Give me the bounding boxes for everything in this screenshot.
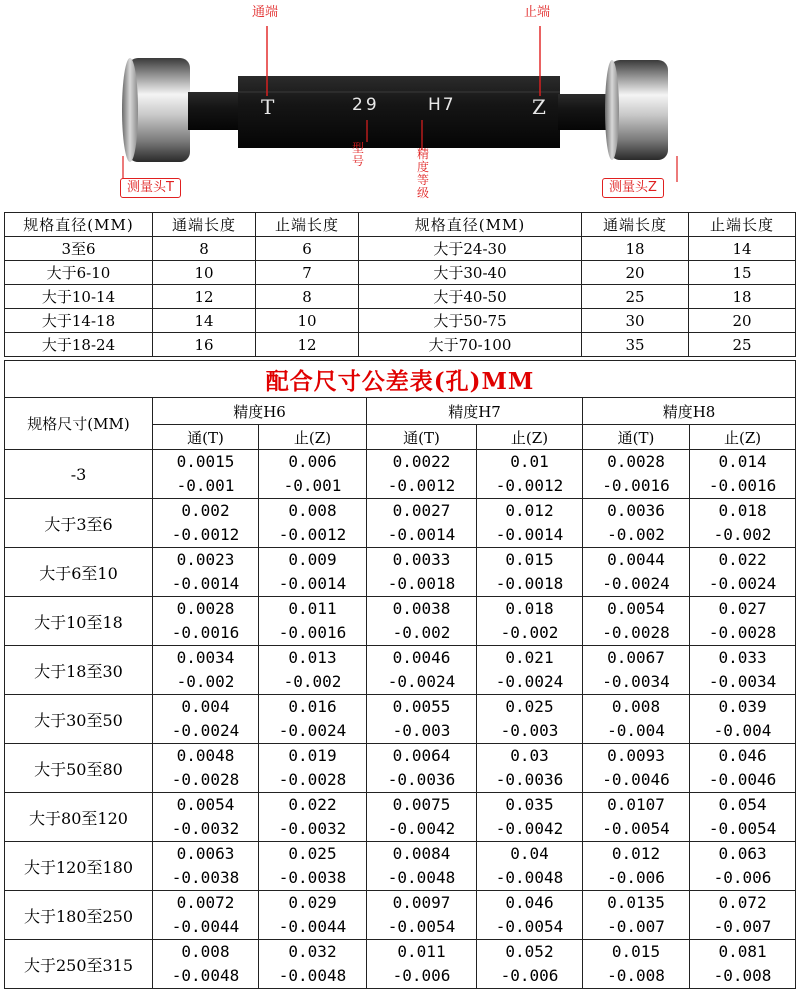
spec-diameter-cell: 大于50-75	[359, 309, 582, 333]
go-tolerance-cell	[583, 891, 690, 940]
gauge-mark-z: Z	[532, 95, 546, 119]
upper-deviation: 0.0044	[607, 550, 665, 569]
tolerance-row	[5, 695, 796, 744]
upper-deviation: 0.021	[505, 648, 554, 667]
head-t-label: 测量头T	[120, 178, 181, 198]
spec-diameter-cell: 大于10-14	[5, 285, 153, 309]
lower-deviation: -0.0016	[602, 476, 670, 495]
upper-deviation: 0.063	[718, 844, 767, 863]
lower-deviation: -0.006	[713, 868, 772, 887]
size-range-cell: 大于80至120	[5, 793, 153, 842]
go-length-cell: 18	[582, 237, 689, 261]
go-tolerance-cell	[367, 450, 477, 499]
lower-deviation: -0.0024	[708, 574, 777, 593]
nogo-tolerance-cell	[690, 744, 796, 793]
go-tolerance-cell	[153, 548, 259, 597]
lower-deviation: -0.003	[500, 721, 559, 740]
lower-deviation: -0.0016	[708, 476, 777, 495]
lower-deviation: -0.0028	[278, 770, 347, 789]
lower-deviation: -0.0012	[495, 476, 564, 495]
lower-deviation: -0.0054	[495, 917, 564, 936]
tolerance-title: 配合尺寸公差表(孔)MM	[5, 361, 796, 398]
nogo-tolerance-cell	[259, 744, 367, 793]
nogo-tolerance-cell	[259, 842, 367, 891]
grade-header-row	[5, 398, 796, 425]
header-spec-diameter: 规格直径(MM)	[359, 213, 582, 237]
lower-deviation: -0.0012	[278, 525, 347, 544]
upper-deviation: 0.0072	[176, 893, 235, 912]
upper-deviation: 0.032	[288, 942, 337, 961]
grade-callout: 精度等级	[416, 147, 429, 200]
upper-deviation: 0.016	[288, 697, 337, 716]
go-tolerance-cell	[367, 891, 477, 940]
nogo-tolerance-cell	[477, 940, 583, 989]
upper-deviation: 0.008	[288, 501, 337, 520]
upper-deviation: 0.046	[718, 746, 767, 765]
upper-deviation: 0.0064	[392, 746, 451, 765]
grade-h6-header: 精度H6	[153, 398, 367, 425]
nogo-length-cell: 6	[256, 237, 359, 261]
lower-deviation: -0.0028	[171, 770, 240, 789]
upper-deviation: 0.0067	[607, 648, 665, 667]
nogo-header: 止(Z)	[477, 425, 583, 450]
spec-diameter-cell: 大于14-18	[5, 309, 153, 333]
nogo-length-cell: 10	[256, 309, 359, 333]
size-range-cell: 大于10至18	[5, 597, 153, 646]
upper-deviation: 0.054	[718, 795, 767, 814]
upper-deviation: 0.0107	[607, 795, 665, 814]
go-tolerance-cell	[583, 548, 690, 597]
upper-deviation: 0.018	[718, 501, 767, 520]
size-range-cell: 大于250至315	[5, 940, 153, 989]
upper-deviation: 0.013	[288, 648, 337, 667]
upper-deviation: 0.0023	[176, 550, 235, 569]
tolerance-row	[5, 891, 796, 940]
tolerance-row	[5, 940, 796, 989]
nogo-tolerance-cell	[690, 891, 796, 940]
go-tolerance-cell	[153, 646, 259, 695]
header-nogo-length: 止端长度	[256, 213, 359, 237]
nogo-length-cell: 25	[689, 333, 796, 357]
go-tolerance-cell	[583, 695, 690, 744]
upper-deviation: 0.0075	[392, 795, 451, 814]
lower-deviation: -0.002	[713, 525, 772, 544]
go-header: 通(T)	[583, 425, 690, 450]
spec-diameter-cell: 大于40-50	[359, 285, 582, 309]
spec-diameter-cell: 大于70-100	[359, 333, 582, 357]
upper-deviation: 0.081	[718, 942, 767, 961]
upper-deviation: 0.012	[611, 844, 661, 863]
lower-deviation: -0.002	[607, 525, 665, 544]
gauge-mark-t: T	[261, 95, 275, 119]
head-z-label: 测量头Z	[602, 178, 664, 198]
go-tolerance-cell	[153, 940, 259, 989]
upper-deviation: 0.0054	[607, 599, 665, 618]
upper-deviation: 0.0084	[392, 844, 451, 863]
size-range-cell: 大于6至10	[5, 548, 153, 597]
tolerance-row	[5, 499, 796, 548]
length-table-row	[5, 285, 796, 309]
nogo-tolerance-cell	[690, 793, 796, 842]
nogo-tolerance-cell	[477, 793, 583, 842]
go-tolerance-cell	[583, 450, 690, 499]
nogo-end-callout: 止端	[524, 5, 551, 20]
lower-deviation: -0.0014	[278, 574, 347, 593]
nogo-tolerance-cell	[477, 499, 583, 548]
nogo-tolerance-cell	[477, 842, 583, 891]
lower-deviation: -0.0054	[708, 819, 777, 838]
upper-deviation: 0.0015	[176, 452, 235, 471]
go-tolerance-cell	[583, 940, 690, 989]
go-tolerance-cell	[153, 891, 259, 940]
go-tolerance-cell	[367, 793, 477, 842]
lower-deviation: -0.0028	[602, 623, 670, 642]
spec-diameter-cell: 3至6	[5, 237, 153, 261]
gauge-length-table	[4, 212, 796, 357]
nogo-tolerance-cell	[259, 597, 367, 646]
upper-deviation: 0.012	[505, 501, 554, 520]
lower-deviation: -0.0048	[171, 966, 240, 985]
upper-deviation: 0.0097	[392, 893, 451, 912]
upper-deviation: 0.0033	[392, 550, 451, 569]
lower-deviation: -0.0036	[387, 770, 456, 789]
lower-deviation: -0.0054	[602, 819, 670, 838]
grade-h7-header: 精度H7	[367, 398, 583, 425]
nogo-tolerance-cell	[690, 548, 796, 597]
lower-deviation: -0.003	[392, 721, 451, 740]
upper-deviation: 0.046	[505, 893, 554, 912]
upper-deviation: 0.008	[181, 942, 230, 961]
nogo-length-cell: 12	[256, 333, 359, 357]
go-length-cell: 35	[582, 333, 689, 357]
upper-deviation: 0.0027	[392, 501, 451, 520]
go-tolerance-cell	[153, 499, 259, 548]
header-nogo-length: 止端长度	[689, 213, 796, 237]
nogo-length-cell: 18	[689, 285, 796, 309]
nogo-tolerance-cell	[690, 450, 796, 499]
lower-deviation: -0.0018	[495, 574, 564, 593]
nogo-tolerance-cell	[477, 744, 583, 793]
nogo-tolerance-cell	[259, 695, 367, 744]
upper-deviation: 0.03	[510, 746, 549, 765]
grade-h8-header: 精度H8	[583, 398, 796, 425]
lower-deviation: -0.0046	[708, 770, 777, 789]
upper-deviation: 0.039	[718, 697, 767, 716]
lower-deviation: -0.0016	[171, 623, 240, 642]
tolerance-row	[5, 793, 796, 842]
lower-deviation: -0.0016	[278, 623, 347, 642]
tolerance-row	[5, 597, 796, 646]
header-go-length: 通端长度	[582, 213, 689, 237]
go-tolerance-cell	[153, 597, 259, 646]
upper-deviation: 0.035	[505, 795, 554, 814]
lower-deviation: -0.0048	[495, 868, 564, 887]
lower-deviation: -0.002	[392, 623, 451, 642]
nogo-tolerance-cell	[690, 842, 796, 891]
go-tolerance-cell	[583, 646, 690, 695]
lower-deviation: -0.001	[283, 476, 342, 495]
upper-deviation: 0.022	[718, 550, 767, 569]
upper-deviation: 0.0038	[392, 599, 451, 618]
upper-deviation: 0.029	[288, 893, 337, 912]
size-range-cell: -3	[5, 450, 153, 499]
go-tolerance-cell	[583, 597, 690, 646]
size-range-cell: 大于50至80	[5, 744, 153, 793]
gauge-mark-size: 29	[352, 95, 380, 115]
upper-deviation: 0.015	[611, 942, 661, 961]
lower-deviation: -0.006	[607, 868, 665, 887]
upper-deviation: 0.027	[718, 599, 767, 618]
length-table-row	[5, 333, 796, 357]
nogo-tolerance-cell	[477, 695, 583, 744]
nogo-tolerance-cell	[477, 450, 583, 499]
lower-deviation: -0.007	[607, 917, 665, 936]
lower-deviation: -0.001	[176, 476, 235, 495]
upper-deviation: 0.006	[288, 452, 337, 471]
upper-deviation: 0.0036	[607, 501, 665, 520]
go-length-cell: 12	[153, 285, 256, 309]
lower-deviation: -0.006	[500, 966, 559, 985]
go-tolerance-cell	[153, 744, 259, 793]
go-tolerance-cell	[153, 450, 259, 499]
upper-deviation: 0.0028	[607, 452, 665, 471]
nogo-tolerance-cell	[259, 793, 367, 842]
nogo-tolerance-cell	[259, 891, 367, 940]
spec-diameter-cell: 大于30-40	[359, 261, 582, 285]
size-range-cell: 大于18至30	[5, 646, 153, 695]
lower-deviation: -0.0028	[708, 623, 777, 642]
tolerance-row	[5, 450, 796, 499]
lower-deviation: -0.0046	[602, 770, 670, 789]
tolerance-row	[5, 842, 796, 891]
tolerance-row	[5, 744, 796, 793]
go-tolerance-cell	[367, 940, 477, 989]
go-tolerance-cell	[367, 695, 477, 744]
go-length-cell: 30	[582, 309, 689, 333]
go-end-callout: 通端	[252, 5, 279, 20]
lower-deviation: -0.0018	[387, 574, 456, 593]
nogo-tolerance-cell	[690, 597, 796, 646]
nogo-tolerance-cell	[690, 499, 796, 548]
tolerance-table	[4, 360, 796, 989]
go-header: 通(T)	[153, 425, 259, 450]
nogo-header: 止(Z)	[690, 425, 796, 450]
tolerance-row	[5, 646, 796, 695]
lower-deviation: -0.008	[713, 966, 772, 985]
lower-deviation: -0.0048	[387, 868, 456, 887]
upper-deviation: 0.015	[505, 550, 554, 569]
lower-deviation: -0.0012	[171, 525, 240, 544]
size-header: 规格尺寸(MM)	[5, 398, 153, 450]
upper-deviation: 0.0055	[392, 697, 451, 716]
go-length-cell: 8	[153, 237, 256, 261]
tolerance-title-row	[5, 361, 796, 398]
upper-deviation: 0.0135	[607, 893, 665, 912]
nogo-tolerance-cell	[690, 646, 796, 695]
go-tolerance-cell	[153, 842, 259, 891]
go-length-cell: 16	[153, 333, 256, 357]
upper-deviation: 0.011	[288, 599, 337, 618]
gauge-mark-grade: H7	[428, 95, 456, 115]
lower-deviation: -0.0038	[278, 868, 347, 887]
upper-deviation: 0.0046	[392, 648, 451, 667]
lower-deviation: -0.008	[607, 966, 665, 985]
nogo-tolerance-cell	[477, 646, 583, 695]
lower-deviation: -0.0024	[602, 574, 670, 593]
nogo-tolerance-cell	[259, 499, 367, 548]
spec-diameter-cell: 大于18-24	[5, 333, 153, 357]
lower-deviation: -0.004	[607, 721, 665, 740]
lower-deviation: -0.0048	[278, 966, 347, 985]
upper-deviation: 0.009	[288, 550, 337, 569]
nogo-length-cell: 20	[689, 309, 796, 333]
header-go-length: 通端长度	[153, 213, 256, 237]
gauge-handle	[238, 76, 560, 148]
lower-deviation: -0.0024	[171, 721, 240, 740]
lower-deviation: -0.0014	[495, 525, 564, 544]
lower-deviation: -0.0024	[495, 672, 564, 691]
lower-deviation: -0.002	[176, 672, 235, 691]
upper-deviation: 0.0022	[392, 452, 451, 471]
lower-deviation: -0.0032	[171, 819, 240, 838]
length-table-row	[5, 261, 796, 285]
go-tolerance-cell	[583, 793, 690, 842]
go-tolerance-cell	[367, 744, 477, 793]
lower-deviation: -0.0014	[387, 525, 456, 544]
upper-deviation: 0.0054	[176, 795, 235, 814]
go-length-cell: 25	[582, 285, 689, 309]
nogo-tolerance-cell	[259, 940, 367, 989]
nogo-header: 止(Z)	[259, 425, 367, 450]
header-spec-diameter: 规格直径(MM)	[5, 213, 153, 237]
go-tolerance-cell	[153, 695, 259, 744]
upper-deviation: 0.011	[397, 942, 446, 961]
go-tolerance-cell	[367, 842, 477, 891]
nogo-length-cell: 15	[689, 261, 796, 285]
spec-diameter-cell: 大于6-10	[5, 261, 153, 285]
lower-deviation: -0.006	[392, 966, 451, 985]
upper-deviation: 0.008	[611, 697, 661, 716]
go-tolerance-cell	[583, 744, 690, 793]
upper-deviation: 0.002	[181, 501, 230, 520]
go-tolerance-cell	[367, 548, 477, 597]
go-length-cell: 20	[582, 261, 689, 285]
upper-deviation: 0.0048	[176, 746, 235, 765]
go-tolerance-cell	[583, 499, 690, 548]
go-tolerance-cell	[153, 793, 259, 842]
lower-deviation: -0.0036	[495, 770, 564, 789]
go-tolerance-cell	[367, 597, 477, 646]
lower-deviation: -0.0042	[387, 819, 456, 838]
lower-deviation: -0.0014	[171, 574, 240, 593]
tolerance-row	[5, 548, 796, 597]
lower-deviation: -0.002	[283, 672, 342, 691]
nogo-tolerance-cell	[477, 597, 583, 646]
model-callout: 型号	[351, 141, 364, 168]
upper-deviation: 0.0034	[176, 648, 235, 667]
lower-deviation: -0.0024	[387, 672, 456, 691]
upper-deviation: 0.01	[510, 452, 549, 471]
spec-diameter-cell: 大于24-30	[359, 237, 582, 261]
upper-deviation: 0.052	[505, 942, 554, 961]
go-length-cell: 10	[153, 261, 256, 285]
nogo-length-cell: 8	[256, 285, 359, 309]
size-range-cell: 大于30至50	[5, 695, 153, 744]
upper-deviation: 0.0028	[176, 599, 235, 618]
lower-deviation: -0.0034	[602, 672, 670, 691]
nogo-tolerance-cell	[259, 450, 367, 499]
upper-deviation: 0.025	[505, 697, 554, 716]
upper-deviation: 0.072	[718, 893, 767, 912]
upper-deviation: 0.018	[505, 599, 554, 618]
go-length-cell: 14	[153, 309, 256, 333]
go-header: 通(T)	[367, 425, 477, 450]
nogo-tolerance-cell	[259, 646, 367, 695]
size-range-cell: 大于3至6	[5, 499, 153, 548]
go-tolerance-cell	[367, 499, 477, 548]
upper-deviation: 0.033	[718, 648, 767, 667]
go-head	[122, 58, 240, 162]
lower-deviation: -0.004	[713, 721, 772, 740]
size-range-cell: 大于180至250	[5, 891, 153, 940]
plug-gauge-figure	[0, 0, 799, 212]
upper-deviation: 0.019	[288, 746, 337, 765]
nogo-tolerance-cell	[259, 548, 367, 597]
lower-deviation: -0.0054	[387, 917, 456, 936]
nogo-length-cell: 7	[256, 261, 359, 285]
length-table-row	[5, 309, 796, 333]
lower-deviation: -0.007	[713, 917, 772, 936]
upper-deviation: 0.0093	[607, 746, 665, 765]
upper-deviation: 0.025	[288, 844, 337, 863]
lower-deviation: -0.0012	[387, 476, 456, 495]
lower-deviation: -0.0044	[171, 917, 240, 936]
lower-deviation: -0.0034	[708, 672, 777, 691]
upper-deviation: 0.004	[181, 697, 230, 716]
lower-deviation: -0.0032	[278, 819, 347, 838]
nogo-head	[558, 60, 668, 160]
upper-deviation: 0.014	[718, 452, 767, 471]
nogo-tolerance-cell	[690, 695, 796, 744]
upper-deviation: 0.04	[510, 844, 549, 863]
nogo-tolerance-cell	[477, 891, 583, 940]
lower-deviation: -0.002	[500, 623, 559, 642]
lower-deviation: -0.0042	[495, 819, 564, 838]
length-table-header	[5, 213, 796, 237]
nogo-length-cell: 14	[689, 237, 796, 261]
upper-deviation: 0.022	[288, 795, 337, 814]
nogo-tolerance-cell	[477, 548, 583, 597]
nogo-tolerance-cell	[690, 940, 796, 989]
lower-deviation: -0.0044	[278, 917, 347, 936]
length-table-row	[5, 237, 796, 261]
size-range-cell: 大于120至180	[5, 842, 153, 891]
lower-deviation: -0.0024	[278, 721, 347, 740]
go-tolerance-cell	[367, 646, 477, 695]
upper-deviation: 0.0063	[176, 844, 235, 863]
go-tolerance-cell	[583, 842, 690, 891]
lower-deviation: -0.0038	[171, 868, 240, 887]
